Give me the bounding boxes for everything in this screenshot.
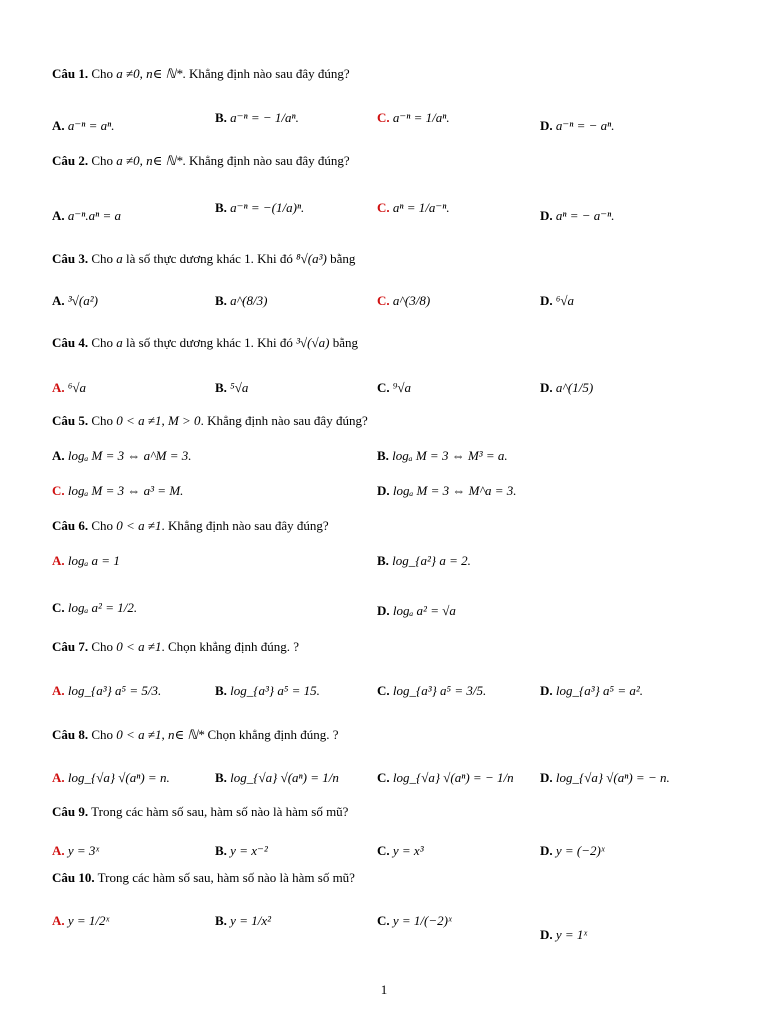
option-expr: logₐ M = 3 ⇔ a^M = 3. [67, 448, 192, 463]
question-expression: ⁸√(a³) [296, 251, 327, 266]
q7-option-c[interactable] [377, 683, 486, 699]
question-text: Chọn khẳng định đúng. ? [207, 727, 339, 742]
option-expr: y = 1/x² [230, 913, 271, 928]
question-condition: 0 < a ≠1, n∈ ℕ* [116, 727, 205, 742]
option-expr: y = 1/(−2)ˣ [392, 913, 452, 928]
question-number: Câu 3. [52, 251, 89, 266]
option-expr: logₐ a = 1 [67, 553, 120, 568]
q1-option-a[interactable] [52, 118, 114, 134]
option-label: D. [540, 293, 553, 308]
question-10 [52, 870, 355, 886]
option-label: A. [52, 683, 65, 698]
option-expr: logₐ M = 3 ⇔ M³ = a. [392, 448, 508, 463]
option-expr: logₐ a² = 1/2. [67, 600, 138, 615]
q1-option-d[interactable] [540, 118, 615, 134]
q3-option-b[interactable] [215, 293, 267, 309]
option-expr: ⁶√a [67, 380, 87, 395]
option-label: C. [377, 380, 390, 395]
question-text: bằng [332, 335, 358, 350]
option-expr: a^(1/5) [555, 380, 594, 395]
option-expr: log_{√a} √(aⁿ) = n. [67, 770, 170, 785]
question-text: . Chọn khẳng định đúng. ? [161, 639, 300, 654]
q9-option-b[interactable] [215, 843, 268, 859]
option-expr: log_{a³} a⁵ = a². [555, 683, 643, 698]
q8-option-b[interactable] [215, 770, 339, 786]
option-label: A. [52, 118, 65, 133]
question-condition: a ≠0, n∈ ℕ* [116, 153, 183, 168]
question-text: Cho [91, 153, 114, 168]
question-condition: a [116, 335, 123, 350]
q7-option-b[interactable] [215, 683, 320, 699]
q9-option-a[interactable] [52, 843, 99, 859]
question-number: Câu 4. [52, 335, 89, 350]
question-8 [52, 727, 339, 743]
question-text: Trong các hàm số sau, hàm số nào là hàm số mũ? [91, 804, 349, 819]
option-label: C. [52, 483, 65, 498]
q10-option-a[interactable] [52, 913, 109, 929]
q2-option-b[interactable] [215, 200, 304, 216]
option-expr: y = x³ [392, 843, 424, 858]
option-expr: aⁿ = 1/a⁻ⁿ. [392, 200, 450, 215]
option-expr: log_{√a} √(aⁿ) = 1/n [230, 770, 339, 785]
q4-option-b[interactable] [215, 380, 248, 396]
q6-option-a[interactable] [52, 553, 120, 569]
option-expr: y = (−2)ˣ [555, 843, 605, 858]
option-label: D. [540, 927, 553, 942]
page-number: 1 [380, 982, 388, 997]
question-text: . Khi đó [250, 251, 293, 266]
q4-option-c[interactable] [377, 380, 411, 396]
option-label: D. [540, 208, 553, 223]
question-number: Câu 6. [52, 518, 89, 533]
question-number: Câu 5. [52, 413, 89, 428]
question-5 [52, 413, 368, 429]
q4-option-a[interactable] [52, 380, 86, 396]
q7-option-d[interactable] [540, 683, 643, 699]
question-condition: a [116, 251, 123, 266]
option-expr: ⁶√a [555, 293, 575, 308]
q8-option-a[interactable] [52, 770, 170, 786]
question-number: Câu 8. [52, 727, 89, 742]
option-expr: log_{√a} √(aⁿ) = − 1/n [392, 770, 514, 785]
question-condition: 0 < a ≠1, M > 0 [116, 413, 201, 428]
option-expr: y = 3ˣ [67, 843, 100, 858]
option-label: A. [52, 770, 65, 785]
question-number: Câu 10. [52, 870, 95, 885]
q2-option-c[interactable] [377, 200, 450, 216]
question-number: Câu 2. [52, 153, 89, 168]
q5-option-b[interactable] [377, 448, 508, 464]
option-label: A. [52, 553, 65, 568]
q1-option-c[interactable] [377, 110, 450, 126]
option-expr: a^(3/8) [392, 293, 431, 308]
question-condition: 0 < a ≠1 [116, 518, 162, 533]
option-label: B. [215, 293, 227, 308]
question-condition: a ≠0, n∈ ℕ* [116, 66, 183, 81]
option-expr: log_{a³} a⁵ = 5/3. [67, 683, 162, 698]
option-label: C. [377, 770, 390, 785]
option-expr: logₐ a² = √a [392, 603, 456, 618]
question-9 [52, 804, 348, 820]
question-number: Câu 1. [52, 66, 89, 81]
question-4 [52, 335, 358, 351]
question-text: Cho [91, 66, 114, 81]
option-expr: a⁻ⁿ = 1/aⁿ. [392, 110, 450, 125]
question-text: 1 [244, 335, 251, 350]
option-label: B. [215, 843, 227, 858]
option-label: C. [377, 683, 390, 698]
q2-option-d[interactable] [540, 208, 615, 224]
q5-option-a[interactable] [52, 448, 192, 464]
question-number: Câu 7. [52, 639, 89, 654]
question-6 [52, 518, 329, 534]
option-label: D. [540, 770, 553, 785]
option-expr: ⁵√a [230, 380, 249, 395]
q7-option-a[interactable] [52, 683, 161, 699]
q3-option-a[interactable] [52, 293, 98, 309]
question-text: . Khẳng định nào sau đây đúng? [182, 153, 350, 168]
q6-option-d[interactable] [377, 603, 456, 619]
question-text: là số thực dương khác [126, 335, 241, 350]
question-text: Trong các hàm số sau, hàm số nào là hàm số mũ? [97, 870, 355, 885]
q9-option-d[interactable] [540, 843, 605, 859]
option-expr: a⁻ⁿ = −(1/a)ⁿ. [230, 200, 305, 215]
question-expression: ³√(√a) [296, 335, 330, 350]
q1-option-b[interactable] [215, 110, 299, 126]
option-label: C. [52, 600, 65, 615]
question-condition: 0 < a ≠1 [116, 639, 162, 654]
option-expr: a⁻ⁿ = − 1/aⁿ. [230, 110, 299, 125]
option-label: B. [377, 448, 389, 463]
q5-option-d[interactable] [377, 483, 517, 499]
q8-option-c[interactable] [377, 770, 514, 786]
option-expr: aⁿ = − a⁻ⁿ. [555, 208, 615, 223]
question-text: bằng [330, 251, 356, 266]
question-2 [52, 153, 350, 169]
q5-option-c[interactable] [52, 483, 183, 499]
question-text: Cho [91, 413, 114, 428]
option-expr: log_{a²} a = 2. [392, 553, 471, 568]
option-label: C. [377, 200, 390, 215]
question-7 [52, 639, 299, 655]
option-expr: y = 1ˣ [555, 927, 588, 942]
option-label: D. [377, 483, 390, 498]
option-expr: a^(8/3) [230, 293, 268, 308]
q10-option-c[interactable] [377, 913, 452, 929]
question-text: Cho [91, 335, 114, 350]
question-text: là số thực dương khác [126, 251, 241, 266]
option-label: A. [52, 448, 65, 463]
question-text: Cho [91, 518, 114, 533]
option-label: B. [215, 380, 227, 395]
option-label: B. [377, 553, 389, 568]
option-expr: a⁻ⁿ.aⁿ = a [67, 208, 121, 223]
option-label: D. [540, 380, 553, 395]
option-label: D. [540, 683, 553, 698]
q4-option-d[interactable] [540, 380, 593, 396]
option-expr: log_{√a} √(aⁿ) = − n. [555, 770, 670, 785]
option-expr: log_{a³} a⁵ = 3/5. [392, 683, 487, 698]
option-label: B. [215, 913, 227, 928]
option-label: B. [215, 200, 227, 215]
q8-option-d[interactable] [540, 770, 670, 786]
q6-option-c[interactable] [52, 600, 137, 616]
q10-option-d[interactable] [540, 927, 587, 943]
option-label: C. [377, 843, 390, 858]
q9-option-c[interactable] [377, 843, 424, 859]
question-number: Câu 9. [52, 804, 89, 819]
question-text: . Khi đó [250, 335, 293, 350]
question-text: Cho [91, 639, 114, 654]
q3-option-d[interactable] [540, 293, 574, 309]
option-expr: a⁻ⁿ = − aⁿ. [555, 118, 615, 133]
question-text: . Khẳng định nào sau đây đúng? [182, 66, 350, 81]
q10-option-b[interactable] [215, 913, 271, 929]
question-text: Cho [91, 251, 114, 266]
question-3 [52, 251, 355, 267]
option-label: C. [377, 110, 390, 125]
option-label: B. [215, 683, 227, 698]
option-expr: a⁻ⁿ = aⁿ. [67, 118, 115, 133]
option-expr: ⁹√a [392, 380, 412, 395]
option-label: D. [377, 603, 390, 618]
option-label: A. [52, 208, 65, 223]
q6-option-b[interactable] [377, 553, 471, 569]
question-text: Cho [91, 727, 114, 742]
option-expr: logₐ M = 3 ⇔ M^a = 3. [392, 483, 517, 498]
option-label: A. [52, 913, 65, 928]
q2-option-a[interactable] [52, 208, 121, 224]
option-label: A. [52, 380, 65, 395]
option-label: B. [215, 110, 227, 125]
q3-option-c[interactable] [377, 293, 430, 309]
option-label: D. [540, 118, 553, 133]
option-expr: log_{a³} a⁵ = 15. [230, 683, 320, 698]
question-text: 1 [244, 251, 251, 266]
option-label: C. [377, 913, 390, 928]
option-label: D. [540, 843, 553, 858]
option-label: B. [215, 770, 227, 785]
option-expr: ³√(a²) [67, 293, 98, 308]
option-label: A. [52, 843, 65, 858]
option-label: A. [52, 293, 65, 308]
option-expr: y = 1/2ˣ [67, 913, 110, 928]
question-1 [52, 66, 350, 82]
question-text: . Khẳng định nào sau đây đúng? [200, 413, 368, 428]
option-label: C. [377, 293, 390, 308]
option-expr: logₐ M = 3 ⇔ a³ = M. [67, 483, 184, 498]
question-text: . Khẳng định nào sau đây đúng? [161, 518, 329, 533]
option-expr: y = x⁻² [230, 843, 268, 858]
